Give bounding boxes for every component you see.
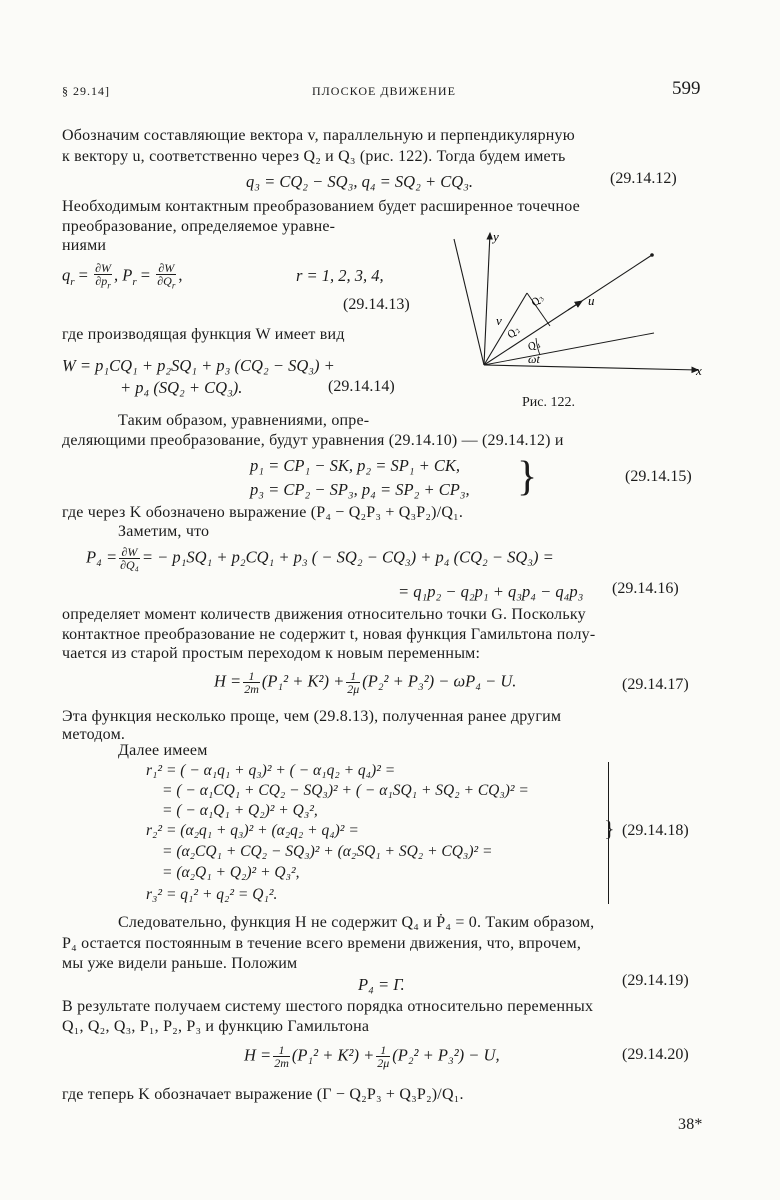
text-line: ниями <box>62 237 107 254</box>
text-line: Следовательно, функция H не содержит Q₄ и Ṗ₄ = 0. Таким образом, <box>118 914 595 931</box>
text-line: Необходимым контактным преобразованием будет расширенное точечное <box>62 198 580 215</box>
section-marker: § 29.14] <box>62 84 110 98</box>
u-arrow <box>568 301 582 310</box>
text-line: чается из старой простым переходом к новым переменным: <box>62 645 481 662</box>
equation-29-14-15-line2: p₃ = CP₂ − SP₃, p₄ = SP₂ + CP₃, <box>250 480 470 499</box>
equation-29-14-18-line6: = (α₂Q₁ + Q₂)² + Q₃², <box>162 864 300 881</box>
equation-number: (29.14.18) <box>622 822 689 839</box>
text-line: Далее имеем <box>118 742 208 759</box>
equation-number: (29.14.17) <box>622 676 689 693</box>
text-line: Таким образом, уравнениями, опре- <box>118 412 370 429</box>
text-line: В результате получаем систему шестого порядка относительно переменных <box>62 998 594 1015</box>
text-line: Обозначим составляющие вектора v, параллельную и перпендикулярную <box>62 127 575 144</box>
equation-29-14-20: H = $\frac{1}{2m}$ (P₁² + K²) + $\frac{1}{2\mu}$ (P₂² + P₃²) − U, <box>244 1043 500 1070</box>
text-line: Заметим, что <box>118 523 210 540</box>
equation-29-14-18-line5: = (α₂CQ₁ + CQ₂ − SQ₃)² + (α₂SQ₁ + SQ₂ + CQ₃)² = <box>162 843 493 860</box>
right-brace: } <box>517 454 538 500</box>
equation-29-14-18-line3: = ( − α₁Q₁ + Q₂)² + Q₃², <box>162 802 318 819</box>
equation-number: (29.14.14) <box>328 378 395 395</box>
page-number: 599 <box>672 78 701 99</box>
text-line: где теперь K обозначает выражение (Γ − Q₂P₃ + Q₃P₂)/Q₁. <box>62 1086 464 1103</box>
equation-number: (29.14.16) <box>612 580 679 597</box>
x-axis-label: x <box>696 363 702 378</box>
printer-signature: 38* <box>678 1116 703 1133</box>
equation-29-14-13: $q_r$ = $\frac{\partial W}{\partial p_r}$ , $P_r$ = $\frac{\partial W}{\partial Q_r}$ , <box>62 261 183 291</box>
text-line: контактное преобразование не содержит t, новая функция Гамильтона полу- <box>62 626 596 643</box>
equation-29-14-15-line1: p₁ = CP₁ − SK, p₂ = SP₁ + CK, <box>250 456 461 475</box>
text-line: где производящая функция W имеет вид <box>62 326 345 343</box>
equation-29-14-16-line2: = q₁p₂ − q₂p₁ + q₃p₄ − q₄p₃ <box>398 582 584 601</box>
text-line: где через K обозначено выражение (P₄ − Q₂P₃ + Q₃P₂)/Q₁. <box>62 504 464 521</box>
text-line: определяет момент количеств движения относительно точки G. Поскольку <box>62 606 586 623</box>
text-line: Q₁, Q₂, Q₃, P₁, P₂, P₃ и функцию Гамильтона <box>62 1018 370 1035</box>
y-axis <box>484 233 490 365</box>
equation-29-14-17: H = $\frac{1}{2m}$ (P₁² + K²) + $\frac{1}{2\mu}$ (P₂² + P₃²) − ωP₄ − U. <box>214 669 517 696</box>
q2-label: Q₂ <box>504 324 522 341</box>
figure-122 <box>440 225 710 415</box>
equation-29-14-12: q₃ = CQ₂ − SQ₃, q₄ = SQ₂ + CQ₃. <box>246 172 474 191</box>
text-line: к вектору u, соответственно через Q₂ и Q₃ (рис. 122). Тогда будем иметь <box>62 148 566 165</box>
text-line: методом. <box>62 726 126 743</box>
text-line: P₄ остается постоянным в течение всего времени движения, что, впрочем, <box>62 935 582 952</box>
v-vector <box>484 293 527 365</box>
q3-label: Q₃ <box>528 292 546 309</box>
q4-label: Q₄ <box>525 337 542 354</box>
text-line: деляющими преобразование, будут уравнения (29.14.10) — (29.14.12) и <box>62 432 564 449</box>
text-line: Эта функция несколько проще, чем (29.8.13), полученная ранее другим <box>62 708 562 725</box>
x-axis <box>484 365 698 370</box>
equation-number: (29.14.13) <box>343 296 410 313</box>
u-label: u <box>588 293 595 308</box>
equation-29-14-18-line1: r₁² = ( − α₁q₁ + q₃)² + ( − α₁q₂ + q₄)² = <box>146 762 396 779</box>
equation-29-14-18-line2: = ( − α₁CQ₁ + CQ₂ − SQ₃)² + ( − α₁SQ₁ + SQ₂ + CQ₃)² = <box>162 782 529 799</box>
text-line: преобразование, определяемое уравне- <box>62 218 336 235</box>
running-title: ПЛОСКОЕ ДВИЖЕНИЕ <box>312 84 456 98</box>
brace-tip: } <box>604 816 615 841</box>
frame-line <box>454 239 484 365</box>
equation-number: (29.14.20) <box>622 1046 689 1063</box>
equation-29-14-14-line2: + p₄ (SQ₂ + CQ₃). <box>120 378 243 397</box>
equation-number: (29.14.19) <box>622 972 689 989</box>
equation-29-14-14-line1: W = p₁CQ₁ + p₂SQ₁ + p₃ (CQ₂ − SQ₃) + <box>62 356 335 375</box>
equation-29-14-16-line1: P₄ = $\frac{\partial W}{\text{∂Q₄}}$ = − p₁SQ₁ + p₂CQ₁ + p₃ ( − SQ₂ − CQ₃) + p₄ (CQ₂ − SQ₃) = <box>86 545 554 572</box>
text-line: мы уже видели раньше. Положим <box>62 955 298 972</box>
equation-number: (29.14.15) <box>625 468 692 485</box>
equation-29-14-18-line4: r₂² = (α₂q₁ + q₃)² + (α₂q₂ + q₄)² = <box>146 822 359 839</box>
equation-29-14-19: P₄ = Γ. <box>358 975 405 994</box>
v-label: v <box>496 313 502 328</box>
equation-range: r = 1, 2, 3, 4, <box>296 266 384 285</box>
y-axis-label: y <box>493 229 499 244</box>
figure-caption: Рис. 122. <box>522 395 575 410</box>
equation-number: (29.14.12) <box>610 170 677 187</box>
omega-t-label: ωt <box>528 352 540 366</box>
equation-29-14-18-line7: r₃² = q₁² + q₂² = Q₁². <box>146 886 278 903</box>
